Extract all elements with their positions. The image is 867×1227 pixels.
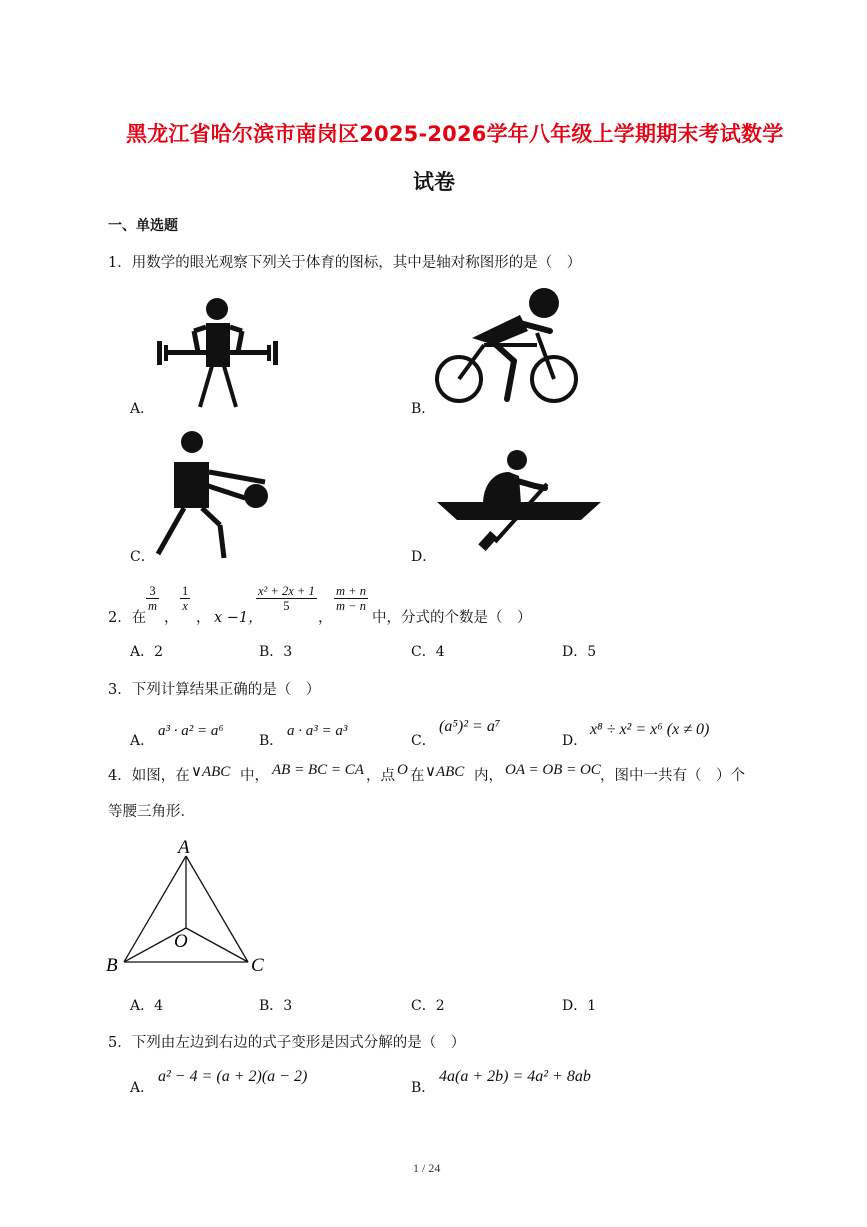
- q2-suffix: 中，分式的个数是（ ）: [372, 610, 532, 626]
- page-number: 1 / 24: [413, 1161, 441, 1175]
- q4-triangle-1: ∨ABC: [191, 764, 231, 780]
- q2-f4-den: 5: [283, 599, 290, 613]
- q2-option-b[interactable]: B．3: [259, 644, 293, 660]
- q2-f5-den: m − n: [336, 599, 366, 613]
- q3-option-d-expr: x⁸ ÷ x² = x⁶ (x ≠ 0): [590, 721, 710, 738]
- q1-option-c[interactable]: C．: [130, 549, 155, 565]
- q4-point-o: O: [397, 762, 408, 778]
- q4-text-a: 4．如图，在: [108, 768, 190, 784]
- q4-equation-2: OA = OB = OC: [505, 762, 601, 778]
- q4-equation-1: AB = BC = CA: [272, 762, 364, 778]
- triangle-figure: [104, 836, 274, 976]
- q3-option-b-label[interactable]: B．: [259, 733, 284, 749]
- q2-fraction-quadratic-over-5: [256, 584, 317, 613]
- q4-option-a[interactable]: A．4: [130, 998, 164, 1014]
- q5-option-a-expr: a² − 4 = (a + 2)(a − 2): [158, 1068, 308, 1085]
- q4-triangle-2: ∨ABC: [425, 764, 465, 780]
- q4-text-d: 在: [410, 768, 425, 784]
- q1-option-d[interactable]: D．: [411, 549, 437, 565]
- rowing-icon: [435, 448, 603, 560]
- q2-option-d[interactable]: D．5: [562, 644, 597, 660]
- q3-option-b-expr: a · a³ = a³: [287, 723, 348, 739]
- q3-option-d-label[interactable]: D．: [562, 733, 588, 749]
- vertex-a-label: A: [178, 837, 190, 858]
- q4-text-c: ，点: [366, 768, 395, 784]
- q2-fraction-3-over-m: [146, 584, 159, 613]
- title-line-2: 试卷: [413, 170, 455, 194]
- basketball-icon: [150, 430, 275, 560]
- q4-option-b[interactable]: B．3: [259, 998, 293, 1014]
- weightlifting-icon: [150, 295, 285, 410]
- vertex-c-label: C: [251, 955, 264, 976]
- q2-comma-2: ，: [196, 610, 211, 626]
- q3-option-a-label[interactable]: A．: [130, 733, 155, 749]
- vertex-b-label: B: [106, 955, 118, 976]
- q2-f1-den: m: [148, 599, 158, 613]
- q1-option-a[interactable]: A．: [130, 401, 155, 417]
- q2-comma-4: ，: [318, 610, 333, 626]
- q2-option-a[interactable]: A．2: [130, 644, 164, 660]
- q4-text-b: 中，: [240, 768, 269, 784]
- q2-comma-1: ，: [164, 610, 179, 626]
- q5-option-b-expr: 4a(a + 2b) = 4a² + 8ab: [439, 1068, 591, 1085]
- q4-text-e: 内，: [474, 768, 503, 784]
- q2-f4-num: x² + 2x + 1: [258, 584, 315, 598]
- section-heading: 一、单选题: [108, 218, 178, 234]
- q3-option-c-expr: (a⁵)² = a⁷: [439, 718, 501, 735]
- q5-option-a-label[interactable]: A．: [130, 1080, 155, 1096]
- q2-f2-den: x: [182, 599, 188, 613]
- q2-expr-x-minus-1: x −1，: [214, 610, 263, 626]
- question-3-stem: 3．下列计算结果正确的是（ ）: [108, 682, 321, 698]
- q5-option-b-label[interactable]: B．: [411, 1080, 436, 1096]
- q1-option-b[interactable]: B．: [411, 401, 436, 417]
- q2-fraction-1-over-x: [180, 584, 190, 613]
- q4-text-f: ，图中一共有（ ）个: [600, 768, 745, 784]
- q3-option-c-label[interactable]: C．: [411, 733, 436, 749]
- q4-option-d[interactable]: D．1: [562, 998, 597, 1014]
- cycling-icon: [432, 283, 582, 411]
- center-o-label: O: [174, 931, 188, 952]
- q2-fraction-m-plus-n: [334, 584, 368, 613]
- q2-f2-num: 1: [182, 584, 189, 598]
- q2-f5-num: m + n: [336, 584, 366, 598]
- title-line-1: 黑龙江省哈尔滨市南岗区2025-2026学年八年级上学期期末考试数学: [126, 122, 784, 146]
- q4-option-c[interactable]: C．2: [411, 998, 445, 1014]
- q4-text-line2: 等腰三角形．: [108, 804, 195, 820]
- q2-option-c[interactable]: C．4: [411, 644, 445, 660]
- q2-prefix: 2．在: [108, 610, 147, 626]
- q3-option-a-expr: a³ · a² = a⁶: [158, 723, 224, 739]
- question-1-stem: 1．用数学的眼光观察下列关于体育的图标，其中是轴对称图形的是（ ）: [108, 255, 582, 271]
- question-5-stem: 5．下列由左边到右边的式子变形是因式分解的是（ ）: [108, 1035, 466, 1051]
- q2-f1-num: 3: [146, 584, 159, 599]
